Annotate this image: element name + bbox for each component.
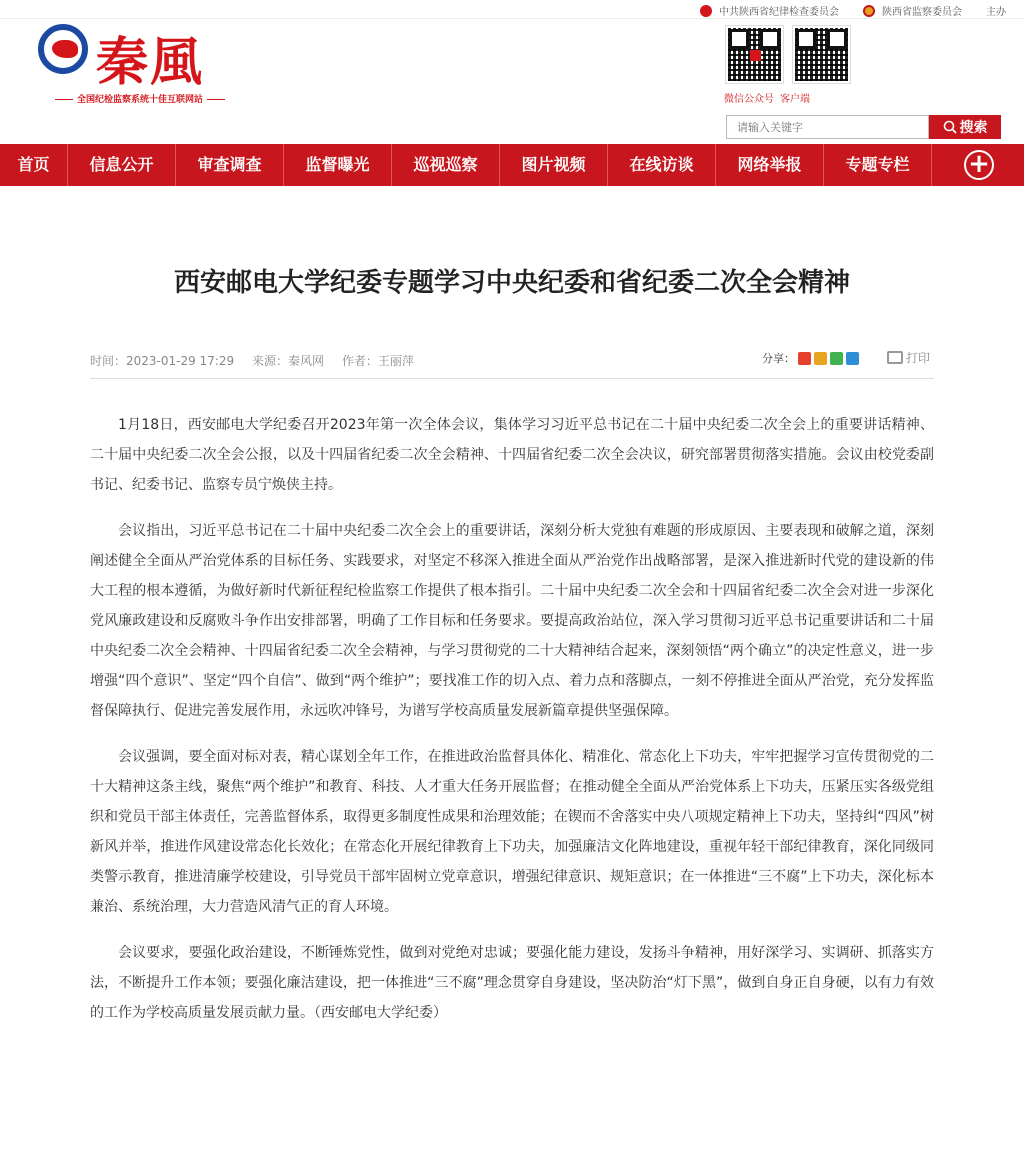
search-icon [943,120,957,134]
search-input[interactable] [726,115,929,139]
article-paragraph: 会议强调，要全面对标对表，精心谋划全年工作，在推进政治监督具体化、精准化、常态化上下功夫，牢牢把握学习宣传贯彻党的二十大精神这条主线，聚焦“两个维护”和教育、科技、人才重大任务开展监督；在推动健全全面从严治党体系上下功夫，压紧压实各级党组织和党员干部主体责任，完善监督体系，取得更多制度性成果和治理效能；在锲而不舍落实中央八项规定精神上下功夫，坚持纠“四风”树新风并举，推进作风建设常态化长效化；在常态化开展纪律教育上下功夫，加强廉洁文化阵地建设，重视年轻干部纪律教育，深化同级同类警示教育，推进清廉学校建设，引导党员干部牢固树立党章意识，增强纪律意识、规矩意识；在一体推进“三不腐”上下功夫，深化标本兼治、系统治理，大力营造风清气正的育人环境。 [90,749,934,915]
logo-title: 秦風 [96,32,205,93]
article-author: 作者：王丽萍 [341,354,414,368]
article-meta [90,352,428,369]
divider [90,378,934,379]
app-qr-label: 客户端 [780,94,810,105]
share-label: 分享： [762,352,795,365]
site-logo[interactable] [30,18,250,106]
print-label: 打印 [906,351,931,365]
article-paragraph: 会议指出，习近平总书记在二十届中央纪委二次全会上的重要讲话，深刻分析大党独有难题的形成原因、主要表现和破解之道，深刻阐述健全全面从严治党体系的目标任务、实践要求，对坚定不移深入推进全面从严治党作出战略部署，是深入推进新时代党的建设新的伟大工程的根本遵循，为做好新时代新征程纪检监察工作提供了根本指引。二十届中央纪委二次全会和十四届省纪委二次全会对进一步深化党风廉政建设和反腐败斗争作出安排部署，明确了工作目标和任务要求。要提高政治站位，深入学习贯彻习近平总书记重要讲话和二十届中央纪委二次全会精神、十四届省纪委二次全会精神，与学习贯彻党的二十大精神结合起来，深刻领悟“两个确立”的决定性意义，进一步增强“四个意识”、坚定“四个自信”、做到“两个维护”；要找准工作的切入点、着力点和落脚点，一刻不停推进全面从严治党，充分发挥监督保障执行、促进完善发展作用，永远吹冲锋号，为谱写学校高质量发展新篇章提供坚强保障。 [90,523,934,719]
logo-mark-icon [38,24,88,74]
main-nav [0,144,1024,186]
logo-slogan: 全国纪检监察系统十佳互联网站 [30,92,250,105]
print-button[interactable] [887,349,930,366]
printer-icon [887,351,903,364]
nav-item-media[interactable]: 图片视频 [500,144,608,186]
search-button[interactable] [929,115,1001,139]
article-body [90,410,934,1044]
nav-item-inspection[interactable]: 巡视巡察 [392,144,500,186]
qzone-share-icon[interactable] [846,352,859,365]
wechat-qr-code [726,26,783,83]
plus-icon: + [964,150,994,180]
article-paragraph: 1月18日，西安邮电大学纪委召开2023年第一次全体会议，集体学习习近平总书记在二十届中央纪委二次全会上的重要讲话精神、二十届中央纪委二次全会公报，以及十四届省纪委二次全会精神、十四届省纪委二次全会决议，研究部署贯彻落实措施。会议由校党委副书记、纪委书记、监察专员宁焕侠主持。 [90,417,934,493]
wechat-share-icon[interactable] [830,352,843,365]
qq-share-icon[interactable] [814,352,827,365]
search-bar [726,115,1001,139]
sponsor-link-supervision[interactable]: 陕西省监察委员会 [882,7,962,18]
nav-item-report[interactable]: 网络举报 [716,144,824,186]
nav-more-button[interactable] [934,144,1024,186]
nav-item-info-disclosure[interactable]: 信息公开 [68,144,176,186]
qr-codes [726,26,850,83]
article-title: 西安邮电大学纪委专题学习中央纪委和省纪委二次全会精神 [173,268,850,298]
article-paragraph: 会议要求，要强化政治建设，不断锤炼党性，做到对党绝对忠诚；要强化能力建设，发扬斗争精神，用好深学习、实调研、抓落实方法，不断提升工作本领；要强化廉洁建设，把一体推进“三不腐”理念贯穿自身建设，坚决防治“灯下黑”，做到自身正自身硬，以有力有效的工作为学校高质量发展贡献力量。（西安邮电大学纪委） [90,945,934,1021]
nav-item-investigation[interactable]: 审查调查 [176,144,284,186]
sponsor-link-cdi[interactable]: 中共陕西省纪律检查委员会 [719,7,839,18]
article-time: 时间：2023-01-29 17:29 [90,354,235,368]
app-qr-code [793,26,850,83]
wechat-qr-label: 微信公众号 [724,94,774,105]
sponsor-links [700,3,1006,18]
share-bar [762,350,859,366]
party-emblem-icon [700,5,712,17]
nav-item-interview[interactable]: 在线访谈 [608,144,716,186]
search-button-label: 搜索 [959,120,988,136]
weibo-share-icon[interactable] [798,352,811,365]
nav-item-topics[interactable]: 专题专栏 [824,144,932,186]
nav-item-home[interactable]: 首页 [0,144,68,186]
national-emblem-icon [863,5,875,17]
article-source: 来源：秦风网 [251,354,324,368]
qr-labels [724,90,810,105]
nav-item-exposure[interactable]: 监督曝光 [284,144,392,186]
top-utility-bar [0,0,1024,19]
sponsor-host-label: 主办 [986,7,1006,18]
